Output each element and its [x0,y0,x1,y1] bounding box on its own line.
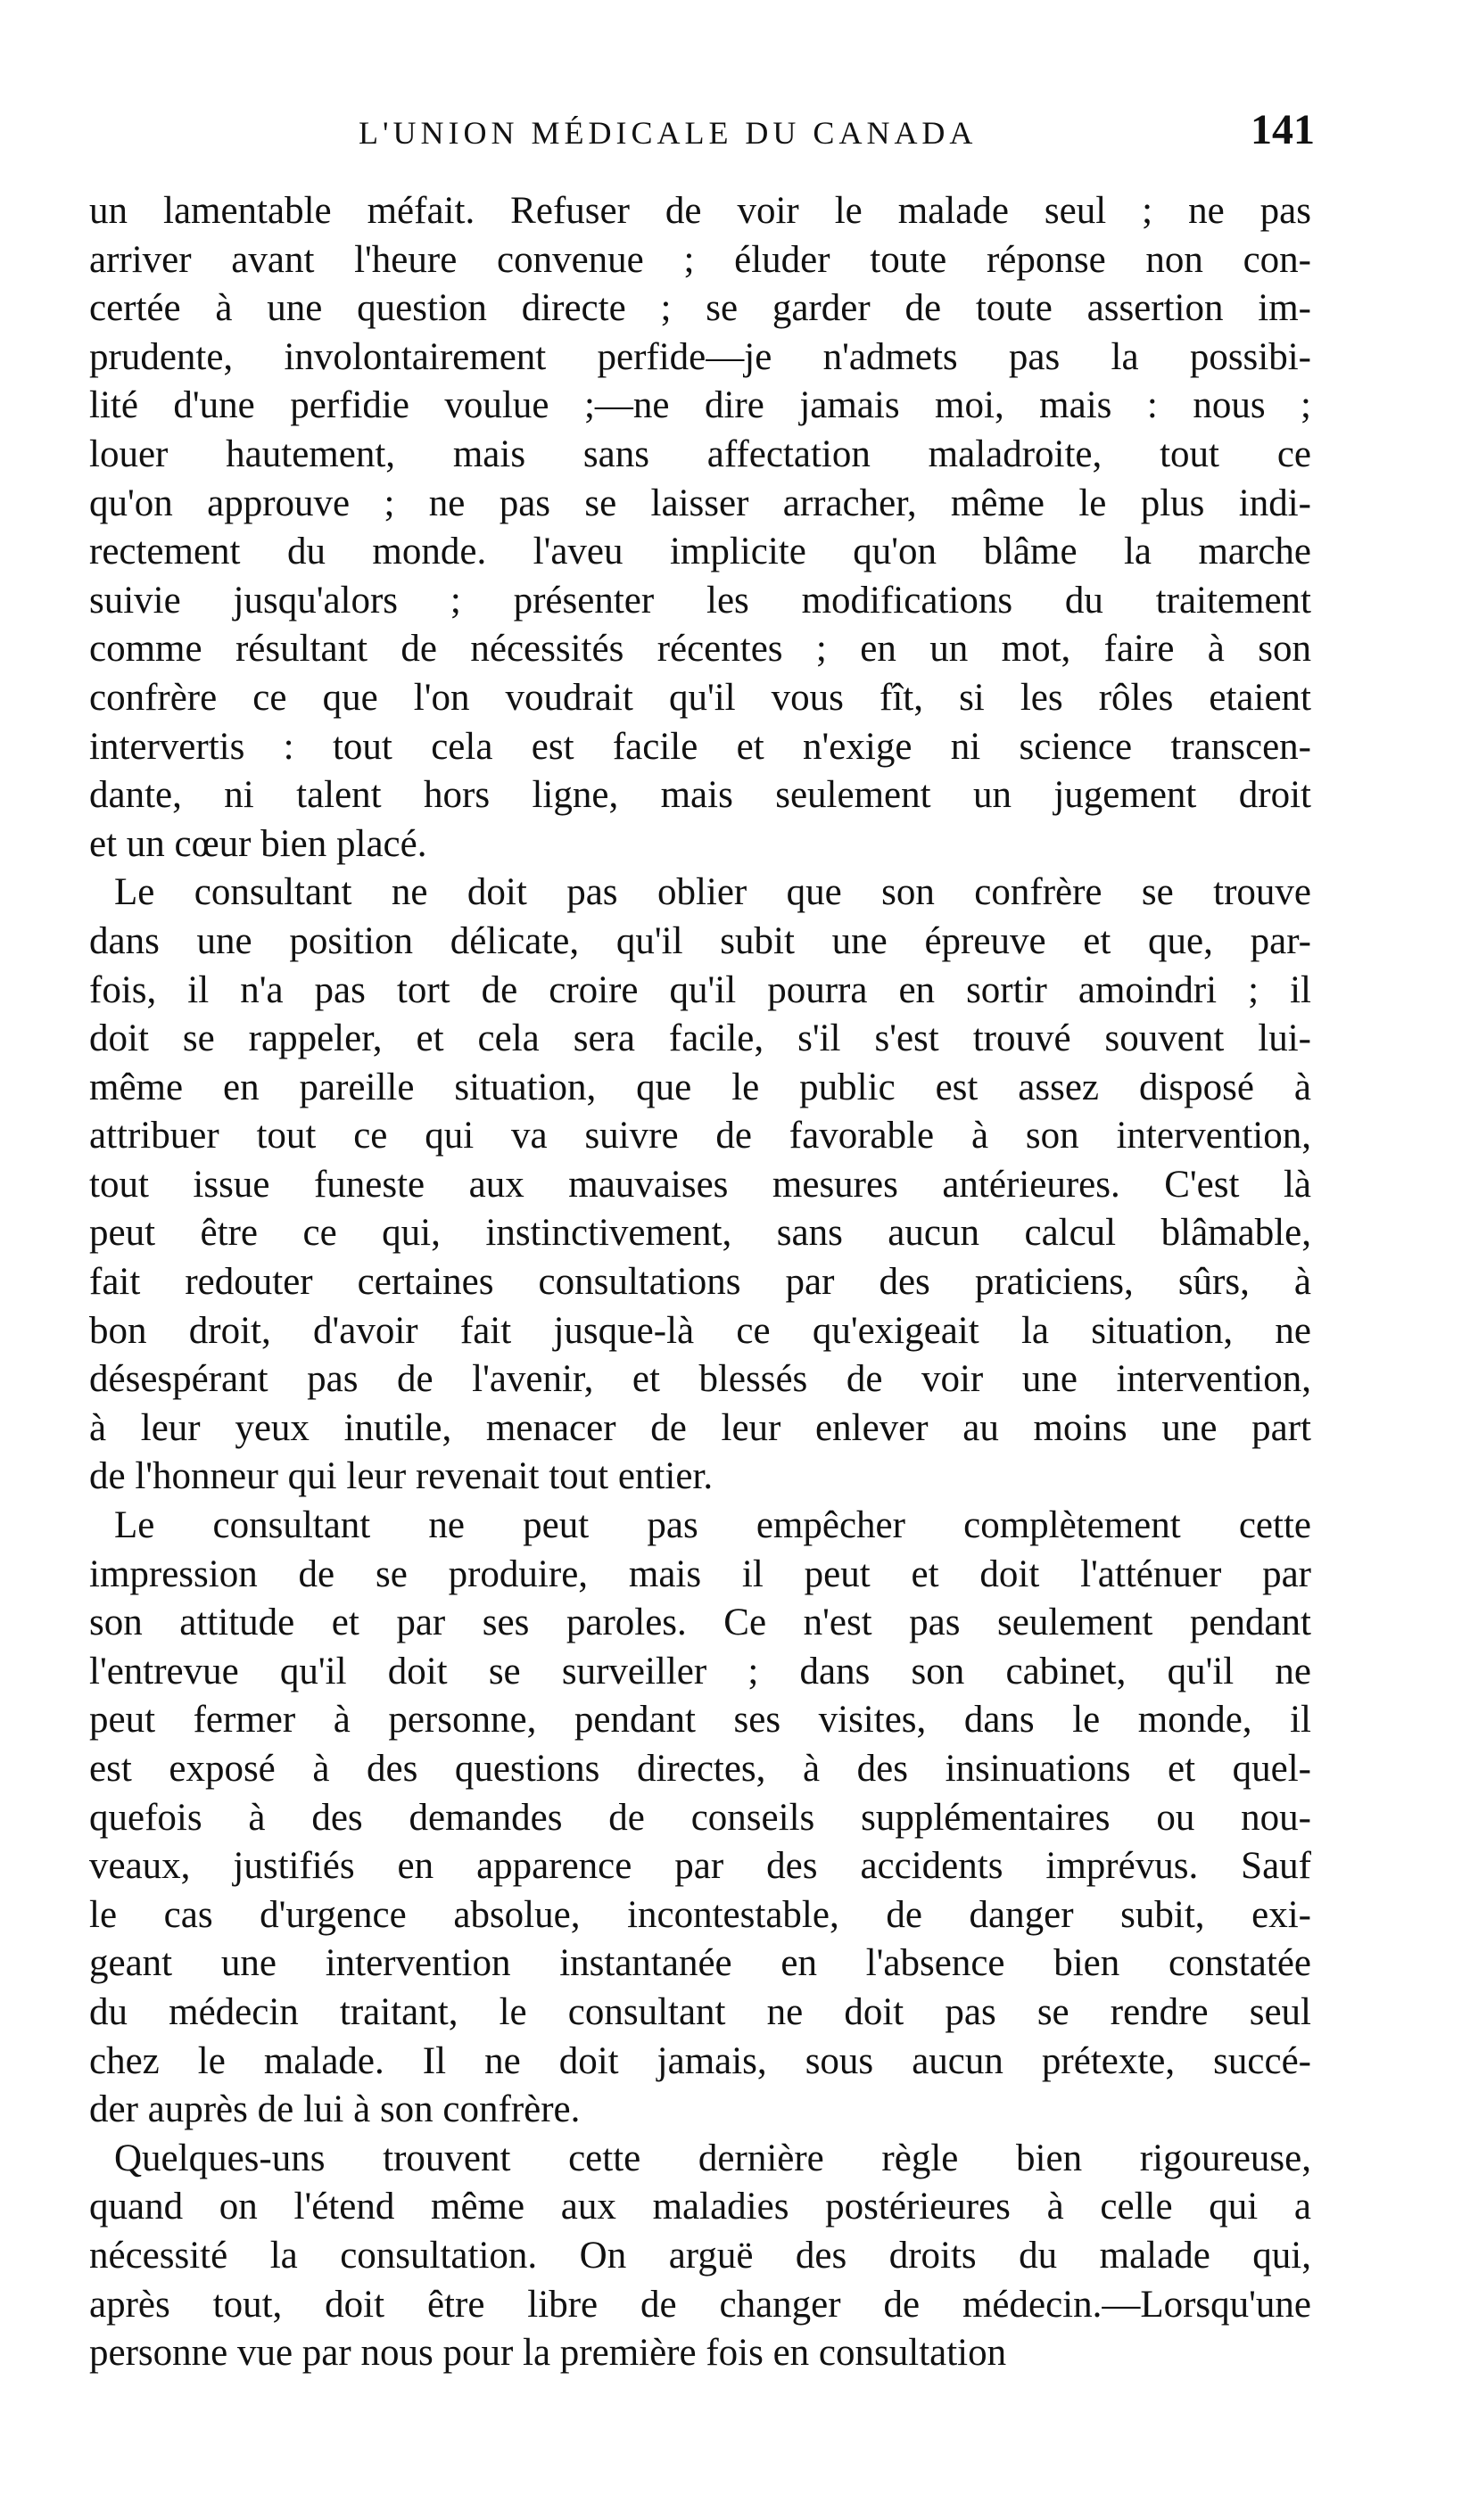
text-line: attribuer tout ce qui va suivre de favorable à son intervention, [89,1115,1311,1157]
text-line: même en pareille situation, que le public est assez disposé à [89,1066,1311,1108]
text-line: Le consultant ne doit pas oblier que son confrère se trouve [114,871,1311,914]
text-line: l'entrevue qu'il doit se surveiller ; dans son cabinet, qu'il ne [89,1650,1311,1692]
journal-title: L'UNION MÉDICALE DU CANADA [359,115,978,151]
text-line: est exposé à des questions directes, à des insinuations et quel- [89,1748,1311,1790]
paragraph [89,187,1311,869]
text-line: prudente, involontairement perfide—je n'admets pas la possibi- [89,335,1311,378]
text-line: arriver avant l'heure convenue ; éluder toute réponse non con- [89,238,1311,281]
text-line: Quelques-uns trouvent cette dernière règle bien rigoureuse, [114,2137,1311,2179]
text-line: rectement du monde. l'aveu implicite qu'on blâme la marche [89,531,1311,573]
text-line: désespérant pas de l'avenir, et blessés de voir une intervention, [89,1358,1311,1401]
paragraph [89,869,1311,1502]
text-line: peut être ce qui, instinctivement, sans aucun calcul blâmable, [89,1212,1311,1255]
text-line: louer hautement, mais sans affectation maladroite, tout ce [89,432,1311,475]
text-line: dante, ni talent hors ligne, mais seulement un jugement droit [89,774,1311,817]
text-line: confrère ce que l'on voudrait qu'il vous fît, si les rôles etaient [89,676,1311,719]
text-line: et un cœur bien placé. [89,822,427,865]
text-line: chez le malade. Il ne doit jamais, sous aucun prétexte, succé- [89,2039,1311,2082]
text-line: de l'honneur qui leur revenait tout entier. [89,1455,714,1498]
text-line: suivie jusqu'alors ; présenter les modifications du traitement [89,579,1311,622]
paragraph [89,2135,1311,2378]
text-line: un lamentable méfait. Refuser de voir le malade seul ; ne pas [89,190,1311,232]
text-line: certée à une question directe ; se garder de toute assertion im- [89,287,1311,330]
text-line: à leur yeux inutile, menacer de leur enlever au moins une part [89,1406,1311,1449]
page-number: 141 [1251,106,1315,153]
text-line: quand on l'étend même aux maladies postérieures à celle qui a [89,2186,1311,2228]
text-line: tout issue funeste aux mauvaises mesures antérieures. C'est là [89,1163,1311,1206]
text-line: intervertis : tout cela est facile et n'exige ni science transcen- [89,725,1311,768]
text-line: personne vue par nous pour la première fois en consultation [89,2332,1007,2375]
text-line: du médecin traitant, le consultant ne doit pas se rendre seul [89,1990,1311,2033]
text-line: dans une position délicate, qu'il subit une épreuve et que, par- [89,919,1311,962]
text-line: peut fermer à personne, pendant ses visites, dans le monde, il [89,1699,1311,1742]
text-line: doit se rappeler, et cela sera facile, s'il s'est trouvé souvent lui- [89,1017,1311,1060]
text-line: impression de se produire, mais il peut et doit l'atténuer par [89,1552,1311,1595]
text-line: fois, il n'a pas tort de croire qu'il pourra en sortir amoindri ; il [89,968,1311,1011]
text-line: bon droit, d'avoir fait jusque-là ce qu'exigeait la situation, ne [89,1309,1311,1352]
text-line: geant une intervention instantanée en l'absence bien constatée [89,1942,1311,1985]
text-line: son attitude et par ses paroles. Ce n'est pas seulement pendant [89,1602,1311,1644]
text-line: comme résultant de nécessités récentes ; en un mot, faire à son [89,628,1311,671]
body-text [89,187,1311,2378]
text-line: der auprès de lui à son confrère. [89,2088,581,2131]
text-line: lité d'une perfidie voulue ;—ne dire jamais moi, mais : nous ; [89,384,1311,427]
text-line: le cas d'urgence absolue, incontestable, de danger subit, exi- [89,1893,1311,1936]
text-line: après tout, doit être libre de changer de médecin.—Lorsqu'une [89,2283,1311,2326]
text-line: quefois à des demandes de conseils supplémentaires ou nou- [89,1796,1311,1839]
text-line: Le consultant ne peut pas empêcher complètement cette [114,1504,1311,1547]
running-header [100,105,1315,159]
text-line: veaux, justifiés en apparence par des accidents imprévus. Sauf [89,1845,1311,1888]
text-line: nécessité la consultation. On arguë des droits du malade qui, [89,2234,1311,2277]
text-line: qu'on approuve ; ne pas se laisser arracher, même le plus indi- [89,482,1311,524]
text-line: fait redouter certaines consultations par des praticiens, sûrs, à [89,1261,1311,1304]
paragraph [89,1502,1311,2135]
